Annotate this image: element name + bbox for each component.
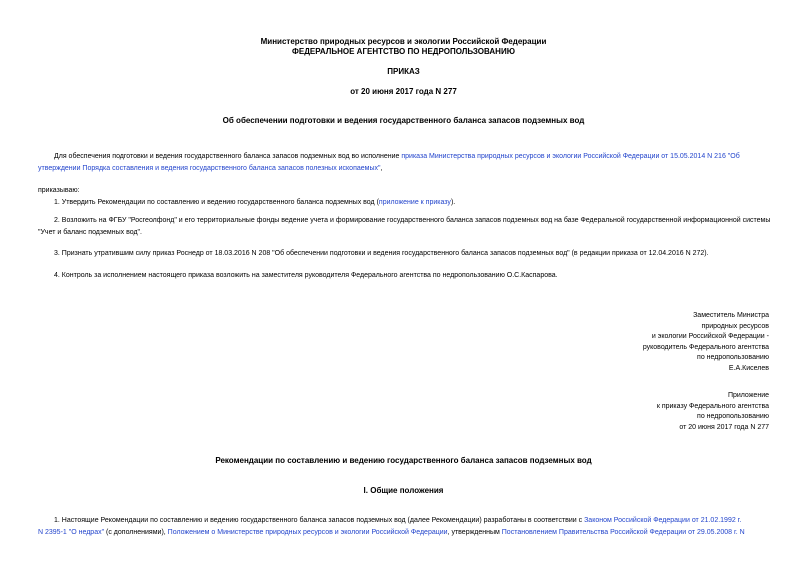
item-3: 3. Признать утратившим силу приказ Роснедр от 18.03.2016 N 208 "Об обеспечении подготовки и ведения государственного баланса запасов подземных вод" (в редакции приказа от 12.04.2016 N 272).	[54, 250, 709, 257]
appendix-line: Приложение	[727, 392, 769, 399]
signature-line: природных ресурсов	[701, 322, 769, 330]
item-1	[38, 197, 778, 209]
p1-text-before: 1. Настоящие Рекомендации по составлению и ведению государственного баланса запасов подземных вод (далее Рекомендации) разработаны в соответствии с	[54, 517, 585, 524]
intro-paragraph	[38, 151, 778, 175]
item-2: 2. Возложить на ФГБУ "Росгеолфонд" и его территориальные фонды ведение учета и формирование государственного баланса запасов подземных вод на базе Федеральной государственной информационной системы "Учет и баланс подземных вод".	[38, 217, 771, 236]
doc-date-heading: от 20 июня 2017 года N 277	[350, 87, 457, 96]
item-1-text-after: ).	[450, 199, 456, 206]
signature-block	[643, 311, 769, 375]
agency-heading: ФЕДЕРАЛЬНОЕ АГЕНТСТВО ПО НЕДРОПОЛЬЗОВАНИЮ	[292, 47, 515, 56]
signature-line: Заместитель Министра	[693, 312, 769, 319]
section-1-heading: I. Общие положения	[363, 486, 444, 495]
signature-name: Е.А.Киселев	[728, 364, 769, 372]
signature-line: по недропользованию	[697, 354, 769, 362]
appendix-block	[657, 391, 769, 433]
recommendations-title: Рекомендации по составлению и ведению государственного баланса запасов подземных вод	[215, 456, 592, 465]
recommendations-p1-line1	[38, 515, 779, 527]
item-4: 4. Контроль за исполнением настоящего приказа возложить на заместителя руководителя Федерального агентства по недропользованию О.С.Каспарова.	[54, 272, 558, 279]
appendix-line: от 20 июня 2017 года N 277	[679, 423, 769, 431]
p1-government-decree-link[interactable]: Постановлением Правительства Российской Федерации от 29.05.2008 г. N	[501, 529, 745, 536]
order-word: приказываю:	[38, 187, 80, 194]
item-1-text: 1. Утвердить Рекомендации по составлению и ведению государственного баланса подземных вод (	[54, 199, 379, 206]
signature-line: и экологии Российской Федерации -	[651, 333, 769, 341]
p1-ministry-regulation-link[interactable]: Положением о Министерстве природных ресурсов и экологии Российской Федерации	[167, 529, 448, 536]
intro-text-before: Для обеспечения подготовки и ведения государственного баланса запасов подземных вод во исполнение	[54, 153, 402, 160]
ministry-heading: Министерство природных ресурсов и экологии Российской Федерации	[260, 37, 547, 46]
doc-title-heading: Об обеспечении подготовки и ведения государственного баланса запасов подземных вод	[222, 116, 585, 125]
p1-text-mid: (с дополнениями),	[104, 529, 168, 536]
p1-text-mid2: , утвержденным	[447, 529, 502, 536]
p1-law-link[interactable]: Законом Российской Федерации от 21.02.1992 г.	[584, 517, 742, 524]
appendix-line: к приказу Федерального агентства	[656, 402, 769, 410]
doc-type-heading: ПРИКАЗ	[387, 67, 420, 76]
recommendations-p1-line2	[38, 527, 779, 539]
p1-law-number-link[interactable]: N 2395-1 "О недрах"	[38, 529, 105, 536]
appendix-line: по недропользованию	[697, 413, 769, 421]
item-1-appendix-link[interactable]: приложение к приказу	[378, 199, 451, 206]
intro-link-order-216[interactable]: приказа Министерства природных ресурсов и экологии Российской Федерации от 15.05.2014 N 216 "Об утверждении Порядка составления и ведения государственного баланса запасов полезных ископаемых"	[38, 153, 740, 172]
signature-line: руководитель Федерального агентства	[642, 343, 769, 351]
intro-text-after: ,	[380, 165, 383, 172]
